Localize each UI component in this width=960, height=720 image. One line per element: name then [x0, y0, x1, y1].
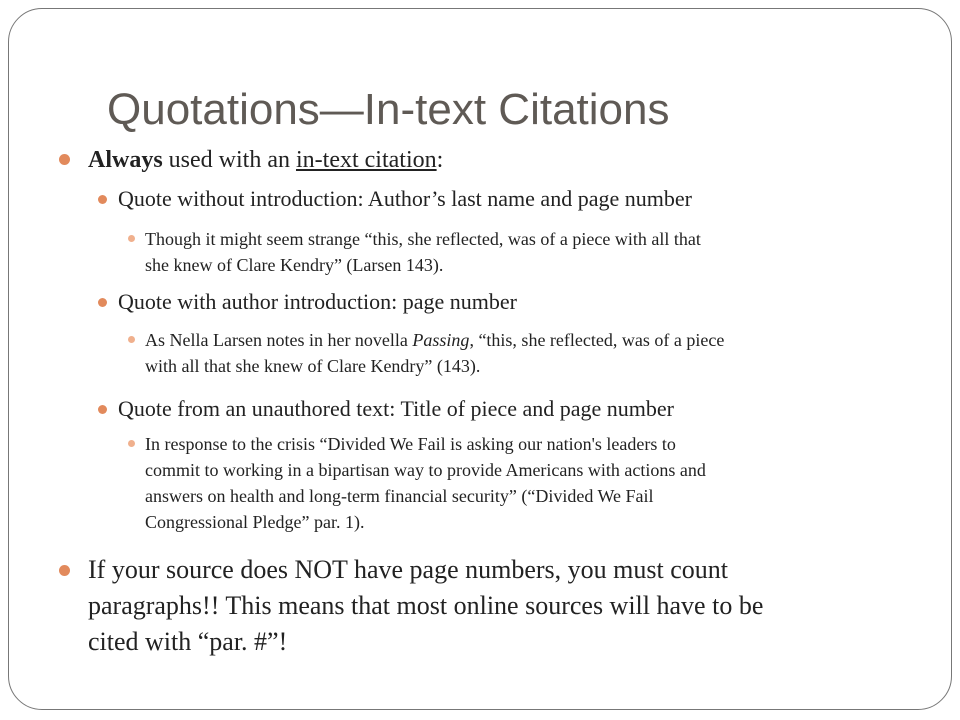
example-line: with all that she knew of Clare Kendry” (143).: [145, 356, 481, 376]
paragraph-line: paragraphs!! This means that most online sources will have to be: [88, 591, 764, 620]
underlined-in-text-citation: in-text citation: [295, 147, 437, 173]
example-line: she knew of Clare Kendry” (Larsen 143).: [145, 255, 444, 275]
book-title-passing: Passing: [412, 330, 470, 350]
example-passing-143: [145, 327, 724, 379]
example-text: As Nella Larsen notes in her novella: [145, 330, 413, 350]
paragraph-line: cited with “par. #”!: [88, 627, 288, 656]
bullet-icon: [128, 235, 135, 242]
example-line: Though it might seem strange “this, she reflected, was of a piece with all that: [145, 229, 701, 249]
bullet-icon: [98, 298, 107, 307]
bullet-icon: [128, 336, 135, 343]
bullet-quote-without-intro: Quote without introduction: Author’s last name and page number: [118, 186, 692, 211]
example-larsen-143: [145, 226, 701, 278]
bullet-icon: [128, 440, 135, 447]
bullet-icon: [98, 405, 107, 414]
bullet-always-used: [88, 145, 443, 175]
bullet-quote-with-intro: Quote with author introduction: page number: [118, 289, 517, 314]
bullet-icon: [59, 565, 70, 576]
text-end: :: [436, 147, 444, 173]
paragraph-line: If your source does NOT have page numbers, you must count: [88, 555, 728, 584]
example-line: commit to working in a bipartisan way to provide Americans with actions and: [145, 460, 706, 480]
bullet-icon: [59, 154, 70, 165]
example-line: [145, 327, 724, 353]
bullet-icon: [98, 195, 107, 204]
example-line: In response to the crisis “Divided We Fail is asking our nation's leaders to: [145, 434, 676, 454]
text-mid: used with an: [162, 147, 296, 173]
example-divided-we-fail: [145, 431, 706, 535]
example-line: Congressional Pledge” par. 1).: [145, 512, 365, 532]
slide-title: Quotations—In-text Citations: [107, 85, 670, 134]
emphasis-always: Always: [88, 147, 163, 173]
example-text: , “this, she reflected, was of a piece: [469, 330, 725, 350]
bullet-quote-unauthored: Quote from an unauthored text: Title of piece and page number: [118, 396, 674, 421]
bullet-no-page-numbers: [88, 552, 763, 660]
example-line: answers on health and long-term financial security” (“Divided We Fail: [145, 486, 654, 506]
